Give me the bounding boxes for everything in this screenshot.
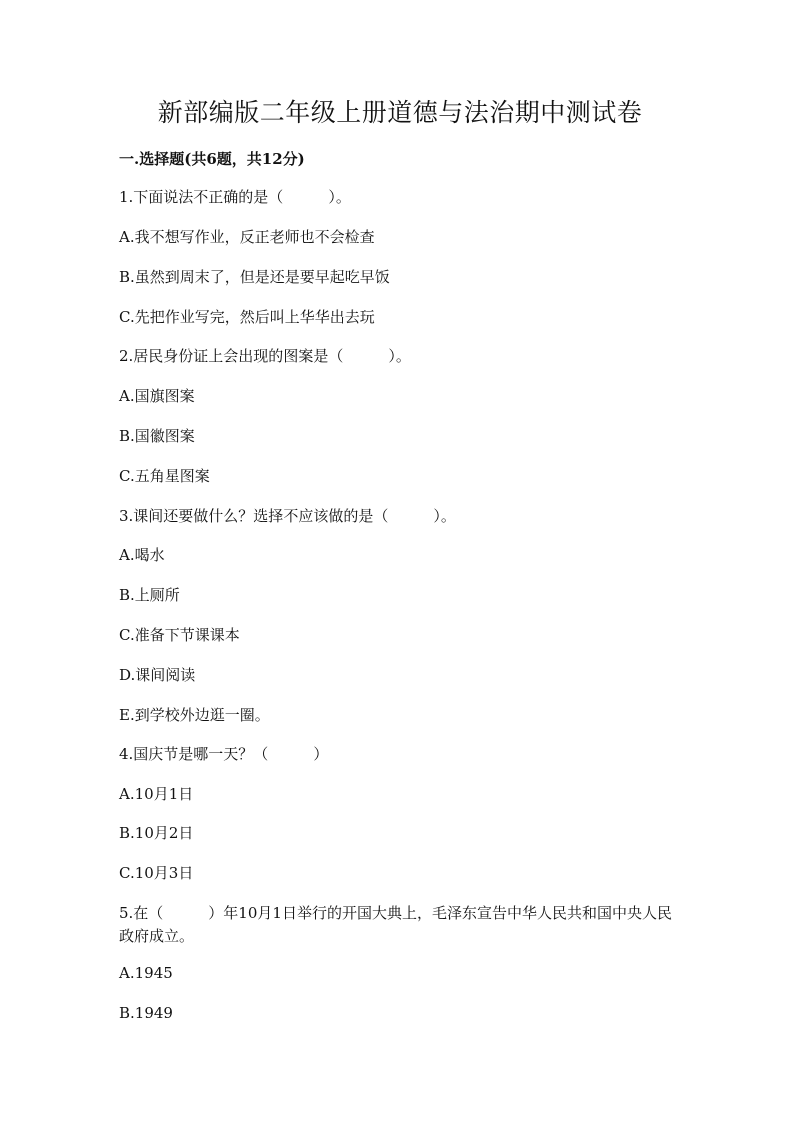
question-3-option-b: B.上厕所 [119, 586, 180, 604]
page-title: 新部编版二年级上册道德与法治期中测试卷 [157, 98, 643, 127]
question-4-option-b: B.10月2日 [119, 824, 194, 842]
question-2-stem: 2.居民身份证上会出现的图案是（ ）。 [119, 347, 411, 365]
question-5-option-b: B.1949 [119, 1004, 173, 1022]
question-3-option-c: C.准备下节课课本 [119, 626, 240, 644]
question-5-option-a: A.1945 [119, 964, 173, 982]
question-5-stem: 5.在（ ）年10月1日举行的开国大典上，毛泽东宣告中华人民共和国中央人民政府成立。 [119, 904, 672, 945]
question-4-option-a: A.10月1日 [119, 785, 194, 803]
section-heading: 一.选择题(共6题，共12分) [119, 150, 305, 168]
question-3-option-a: A.喝水 [119, 546, 165, 564]
question-3-stem: 3.课间还要做什么？选择不应该做的是（ ）。 [119, 507, 456, 525]
question-2-option-b: B.国徽图案 [119, 427, 195, 445]
question-4-option-c: C.10月3日 [119, 864, 194, 882]
question-2-option-c: C.五角星图案 [119, 467, 210, 485]
question-1-stem: 1.下面说法不正确的是（ ）。 [119, 188, 351, 206]
question-3-option-e: E.到学校外边逛一圈。 [119, 706, 270, 724]
question-4-stem: 4.国庆节是哪一天？（ ） [119, 745, 329, 763]
question-1-option-b: B.虽然到周末了，但是还是要早起吃早饭 [119, 268, 390, 286]
question-2-option-a: A.国旗图案 [119, 387, 195, 405]
question-3-option-d: D.课间阅读 [119, 666, 196, 684]
question-1-option-c: C.先把作业写完，然后叫上华华出去玩 [119, 308, 375, 326]
question-1-option-a: A.我不想写作业，反正老师也不会检查 [119, 228, 375, 246]
